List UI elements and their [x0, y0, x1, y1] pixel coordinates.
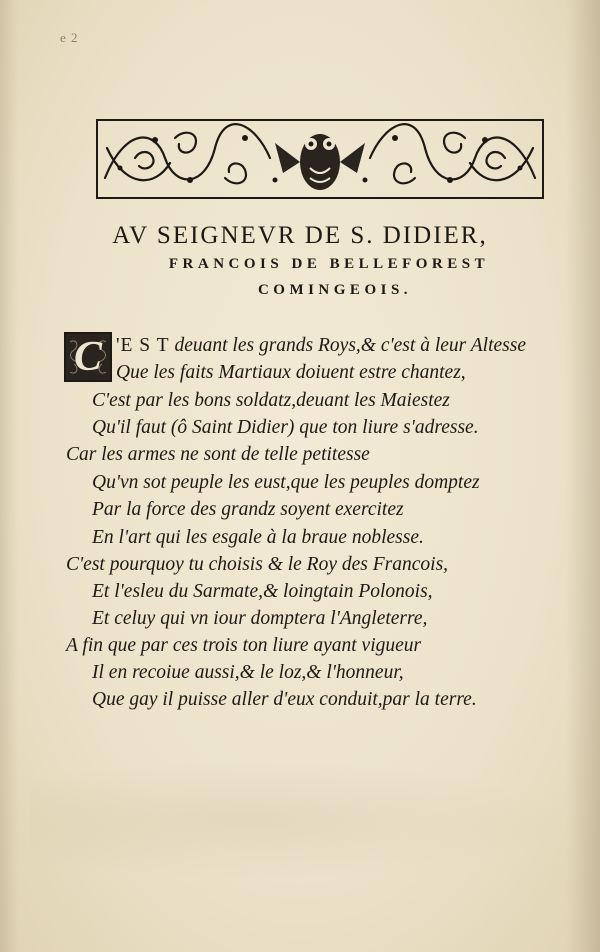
poem-line-1 — [116, 334, 526, 358]
poem-line-5: Car les armes ne sont de telle petitesse — [66, 444, 370, 465]
poem-line-6: Qu'vn sot peuple les eust,que les peuples domptez — [92, 472, 480, 493]
poem-line-13: Il en recoiue aussi,& le loz,& l'honneur, — [92, 662, 404, 683]
poem-line-1-rest: deuant les grands Roys,& c'est à leur Altesse — [169, 335, 526, 356]
initial-letter: C — [73, 334, 102, 380]
poem-line-4: Qu'il faut (ô Saint Didier) que ton liure s'adresse. — [92, 417, 479, 438]
poem-line-1-caps: 'E S T — [116, 335, 170, 356]
poem-line-2: Que les faits Martiaux doiuent estre chantez, — [116, 362, 466, 383]
dedication-author: FRANCOIS DE BELLEFOREST — [168, 256, 490, 272]
poem-line-12: A fin que par ces trois ton liure ayant vigueur — [66, 635, 422, 656]
poem-line-14: Que gay il puisse aller d'eux conduit,par la terre. — [92, 689, 477, 710]
poem-line-9: C'est pourquoy tu choisis & le Roy des Francois, — [66, 554, 449, 575]
poem-line-8: En l'art qui les esgale à la braue noblesse. — [92, 527, 424, 548]
dedication-origin: COMINGEOIS. — [257, 282, 413, 298]
poem-line-7: Par la force des grandz soyent exercitez — [92, 499, 404, 520]
page-mark: e 2 — [60, 30, 79, 45]
poem-line-3: C'est par les bons soldatz,deuant les Maiestez — [92, 390, 450, 411]
poem-line-10: Et l'esleu du Sarmate,& loingtain Polonois, — [92, 581, 433, 602]
dedication-title: AV SEIGNEVR DE S. DIDIER, — [112, 222, 488, 249]
poem-line-11: Et celuy qui vn iour domptera l'Angleterre, — [92, 608, 428, 629]
